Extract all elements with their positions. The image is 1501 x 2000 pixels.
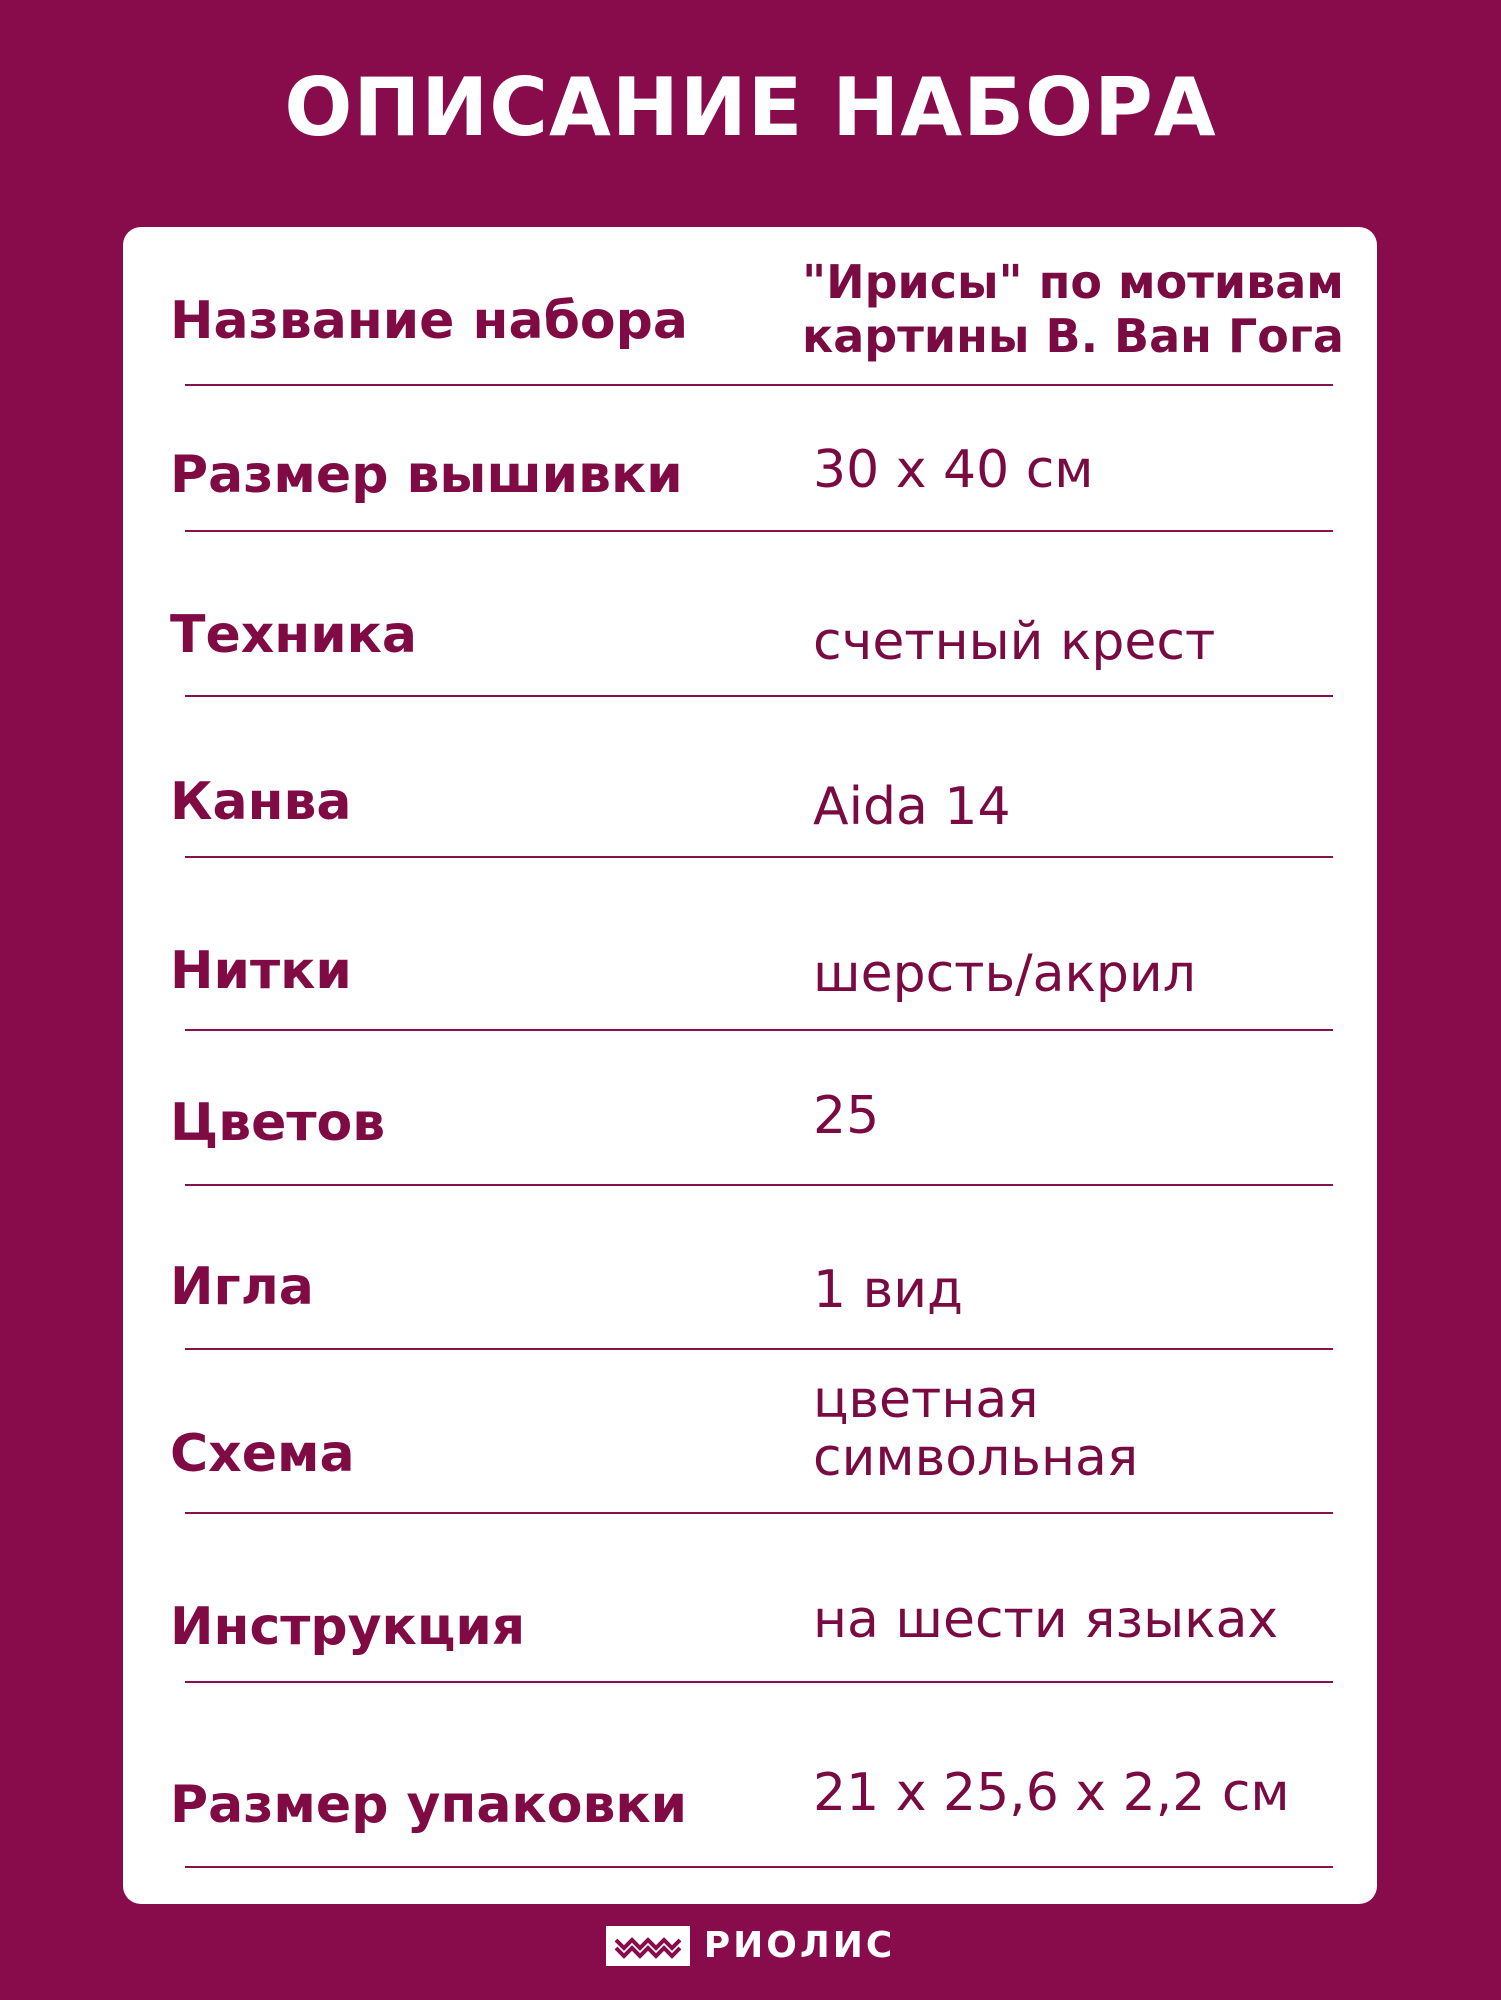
spec-value: счетный крест (813, 612, 1216, 672)
divider (185, 1348, 1333, 1350)
brand-name: РИОЛИС (703, 1925, 896, 1966)
spec-value: 21 х 25,6 х 2,2 см (813, 1763, 1290, 1823)
divider (185, 1681, 1333, 1683)
divider (185, 384, 1333, 386)
spec-value: цветная символьная (813, 1370, 1139, 1488)
spec-value: шерсть/акрил (813, 944, 1196, 1004)
page-title: ОПИСАНИЕ НАБОРА (284, 61, 1217, 154)
divider (185, 856, 1333, 858)
divider (185, 530, 1333, 532)
spec-card (123, 227, 1377, 1904)
riolis-logo-icon (606, 1926, 690, 1966)
spec-label: Размер вышивки (170, 445, 683, 505)
brand-footer (0, 1926, 1501, 1976)
spec-value: 1 вид (813, 1260, 964, 1320)
divider (185, 1866, 1333, 1868)
spec-label: Размер упаковки (170, 1775, 688, 1835)
divider (185, 1512, 1333, 1514)
divider (185, 1029, 1333, 1031)
spec-label: Канва (170, 772, 352, 832)
spec-label: Схема (170, 1424, 355, 1484)
spec-value: 30 х 40 см (813, 440, 1094, 500)
spec-value: на шести языках (813, 1590, 1279, 1650)
spec-label: Нитки (170, 941, 352, 1001)
divider (185, 1184, 1333, 1186)
spec-value: 25 (813, 1086, 880, 1146)
spec-label: Цветов (170, 1093, 386, 1153)
spec-label: Название набора (170, 291, 688, 351)
spec-label: Техника (170, 605, 418, 665)
spec-label: Инструкция (170, 1597, 526, 1657)
spec-label: Игла (170, 1257, 314, 1317)
divider (185, 695, 1333, 697)
spec-value: "Ирисы" по мотивам картины В. Ван Гога (802, 255, 1344, 363)
spec-value: Aida 14 (813, 777, 1011, 837)
